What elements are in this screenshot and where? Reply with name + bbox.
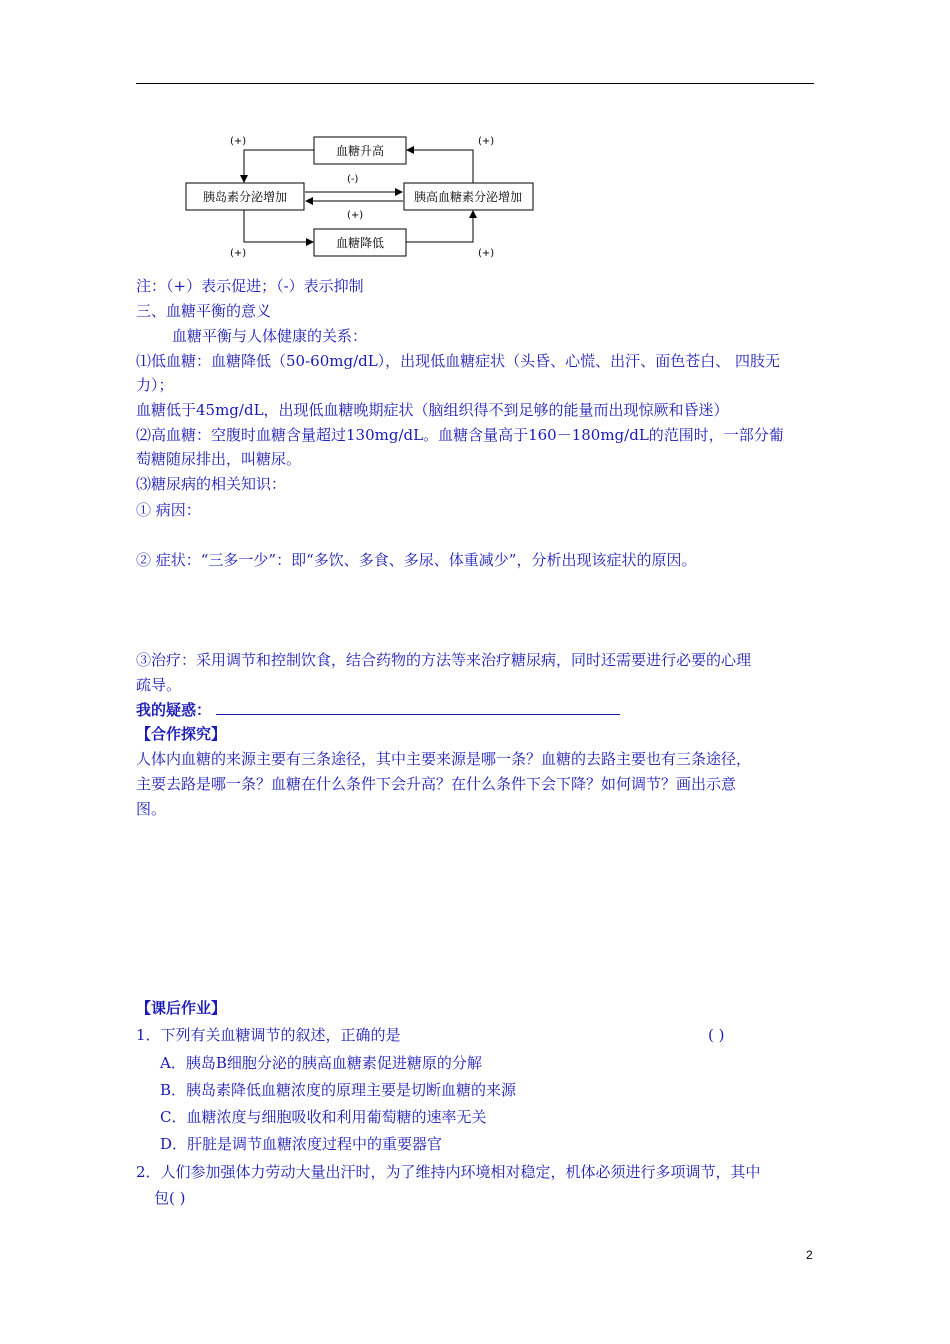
high-sugar-line-1: ⑵高血糖：空腹时血糖含量超过130mg/dL。血糖含量高于160－180mg/dL的范围时，一部分葡 (136, 426, 784, 444)
diabetes-heading: ⑶糖尿病的相关知识： (136, 475, 287, 493)
homework-title: 【课后作业】 (136, 999, 227, 1017)
question-2-line-2: 包( ) (154, 1189, 186, 1207)
question-1-option-a[interactable]: A．胰岛B细胞分泌的胰高血糖素促进糖原的分解 (160, 1054, 482, 1072)
question-1-option-b[interactable]: B．胰岛素降低血糖浓度的原理主要是切断血糖的来源 (160, 1081, 517, 1099)
label-box-left: 胰岛素分泌增加 (202, 190, 288, 204)
page-number: 2 (806, 1248, 813, 1262)
question-1-answer-blank[interactable]: ( ) (708, 1026, 725, 1044)
label-box-bottom: 血糖降低 (335, 236, 385, 250)
label-box-right: 胰高血糖素分泌增加 (413, 190, 523, 204)
low-sugar-line-1: ⑴低血糖：血糖降低（50-60mg/dL），出现低血糖症状（头昏、心慌、出汗、面色苍白、 四肢无 (136, 352, 780, 370)
question-1-option-d[interactable]: D．肝脏是调节血糖浓度过程中的重要器官 (160, 1135, 443, 1153)
question-1-option-c[interactable]: C．血糖浓度与细胞吸收和利用葡萄糖的速率无关 (160, 1108, 487, 1126)
low-sugar-line-3: 血糖低于45mg/dL，出现低血糖晚期症状（脑组织得不到足够的能量而出现惊厥和昏迷） (136, 401, 729, 419)
doubt-label: 我的疑惑： (136, 701, 212, 719)
symptom-line: ② 症状：“三多一少”：即“多饮、多食、多尿、体重减少”，分析出现该症状的原因。 (136, 551, 697, 569)
sign-bottom-left: (+) (230, 248, 247, 259)
coop-line-1: 人体内血糖的来源主要有三条途径，其中主要来源是哪一条？血糖的去路主要也有三条途径， (136, 750, 752, 768)
sign-bottom-right: (+) (478, 248, 495, 259)
doubt-fill-line[interactable] (216, 698, 620, 715)
arrow-insulin-to-fall (244, 210, 313, 242)
doubt-row (136, 698, 620, 722)
treatment-line-2: 疏导。 (136, 676, 182, 694)
question-1: 1．下列有关血糖调节的叙述，正确的是 (136, 1026, 401, 1044)
coop-line-3: 图。 (136, 800, 167, 818)
arrow-rise-to-insulin (244, 150, 314, 182)
section3-title: 三、血糖平衡的意义 (136, 302, 272, 320)
label-box-top: 血糖升高 (335, 144, 385, 158)
coop-line-2: 主要去路是哪一条？血糖在什么条件下会升高？在什么条件下会下降？如何调节？画出示意 (136, 775, 737, 793)
sign-top-right: (+) (478, 136, 495, 147)
sign-middle-top: (-) (347, 174, 359, 185)
sign-middle-bottom: (+) (347, 210, 364, 221)
relation-line: 血糖平衡与人体健康的关系： (172, 327, 368, 345)
note-line: 注：（+）表示促进；（-）表示抑制 (136, 277, 364, 295)
blood-sugar-regulation-diagram (0, 0, 950, 270)
arrow-glucagon-to-rise (407, 150, 473, 183)
low-sugar-line-2: 力）； (136, 376, 174, 394)
coop-title: 【合作探究】 (136, 725, 227, 743)
treatment-line-1: ③治疗：采用调节和控制饮食，结合药物的方法等来治疗糖尿病，同时还需要进行必要的心理 (136, 651, 752, 669)
cause-line: ① 病因： (136, 501, 201, 519)
question-2-line-1: 2．人们参加强体力劳动大量出汗时，为了维持内环境相对稳定，机体必须进行多项调节，其中 (136, 1163, 761, 1181)
high-sugar-line-2: 萄糖随尿排出，叫糖尿。 (136, 450, 302, 468)
sign-top-left: (+) (230, 136, 247, 147)
arrow-fall-to-glucagon (406, 211, 473, 242)
